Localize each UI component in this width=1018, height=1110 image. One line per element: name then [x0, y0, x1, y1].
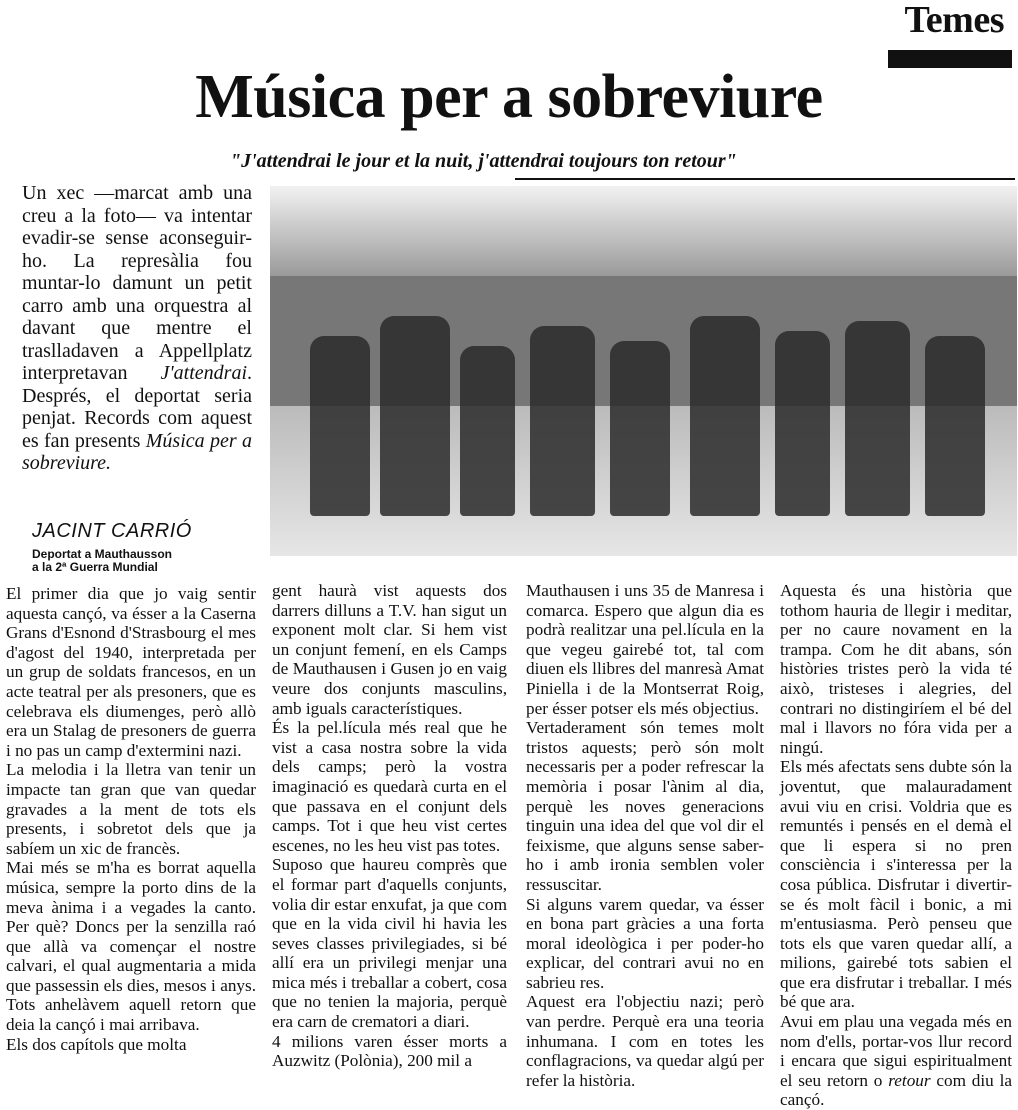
paragraph: gent haurà vist aquests dos darrers dilluns a T.V. han sigut un exponent molt clar. Si hem vist un conjunt femení, en els Camps de Mauthausen i Gusen jo en vaig veure dos conjunts masculins, amb iguals característiques.	[272, 581, 507, 718]
paragraph: Aquest era l'objectiu nazi; però van perdre. Perquè era una teoria inhumana. I com en totes les conflagracions, va quedar algú per refer la història.	[526, 992, 764, 1090]
paragraph: Avui em plau una vegada més en nom d'ells, portar-vos llur record i encara que sigui espiritualment el seu retorn o retour com diu la cançó.	[780, 1012, 1012, 1110]
paragraph: Mai més se m'ha es borrat aquella música, sempre la porto dins de la meva ànima i a vegades la canto. Per què? Doncs per la senzilla raó que allà va començar el nostre calvari, el qual augmentaria a mida que passessin els dies, mesos i anys. Tots anhelàvem aquell retorn que deia la cançó i mai arribava.	[6, 858, 256, 1035]
paragraph: Els dos capítols que molta	[6, 1034, 187, 1054]
article-column-4	[780, 581, 1012, 1110]
author-note: Deportat a Mauthausson a la 2ª Guerra Mundial	[32, 547, 173, 574]
paragraph: Mauthausen i uns 35 de Manresa i comarca. Espero que algun dia es podrà realitzar una pel.lícula en la que vegeu gairebé tot, tal com diuen els llibres del manresà Amat Piniella i de la Montserrat Roig, per ésser potser els més objectius.	[526, 581, 764, 718]
paragraph: 4 milions varen ésser morts a Auzwitz (Polònia), 200 mil a	[272, 1031, 507, 1071]
article-column-3	[526, 581, 764, 1090]
section-header	[888, 2, 1012, 46]
paragraph: És la pel.lícula més real que he vist a casa nostra sobre la vida dels camps; però la vostra imaginació es quedarà curta en el que passava en el conjunt dels camps. Tot i que heu vist certes escenes, no les heu vist pas totes.	[272, 718, 507, 855]
paragraph: Suposo que haureu comprès que el formar part d'aquells conjunts, volia dir estar enxufat, ja que com que en la vida civil hi havia les seves classes privilegiades, si bé allí era un privilegi menjar una mica més i treballar a cobert, cosa que no tenien la majoria, perquè era carn de crematori a diari.	[272, 855, 507, 1032]
paragraph: Vertaderament són temes molt tristos aquests; però són molt necessaris per a poder refrescar la memòria i posar l'ànim al dia, perquè les noves generacions tinguin una idea del que vol dir el feixisme, que alguns sense saber-ho i amb ironia semblen voler ressuscitar.	[526, 718, 764, 894]
paragraph: Els més afectats sens dubte són la joventut, que malauradament avui viu en crisi. Voldria que es remuntés i pensés en el demà el que li espera si no pren consciència i s'interessa per la cosa pública. Disfrutar i divertir-se és molt fàcil i bonic, a mi m'entusiasma. Però penseu que tots els que varen quedar allí, a milions, gairebé tots sabien el que era disfrutar i treballar. I més bé que ara.	[780, 757, 1012, 1012]
subtitle-quote: "J'attendrai le jour et la nuit, j'attendrai toujours ton retour"	[230, 150, 737, 172]
paragraph: La melodia i la lletra van tenir un impacte tan gran que van quedar gravades a la ment de tots els presents, i sobretot dels que ja sabíem un xic de francès.	[6, 760, 256, 858]
photo-caption	[22, 182, 252, 475]
article-column-1	[6, 584, 256, 1054]
archive-photo	[270, 186, 1017, 556]
headline: Música per a sobreviure	[195, 63, 823, 131]
paragraph: Aquesta és una història que tothom hauria de llegir i meditar, per no caure novament en la trampa. Com he dit abans, són històries tristes però la vida té això, tristeses i alegries, del contrari no distingiríem el bé del mal i llavors no fóra vida per a ningú.	[780, 581, 1012, 757]
caption-text: Un xec —marcat amb una creu a la foto— va intentar evadir-se sense aconseguir-ho. La represàlia fou muntar-lo damunt un petit carro amb una orquestra al davant que mentre el traslladaven a Appellplatz interpretavan J'attendrai. Després, el deportat seria penjat. Records com aquest es fan presents Música per a sobreviure.	[22, 182, 252, 474]
author-name: JACINT CARRIÓ	[32, 520, 192, 542]
paragraph: El primer dia que jo vaig sentir aquesta cançó, va ésser a la Caserna Grans d'Esnond d'Strasbourg el mes d'agost del 1940, interpretada per un grup de soldats francesos, en un acte teatral per als presoners, que es celebrava els diumenges, però allò era un Stalag de presoners de guerra i no pas un camp d'extermini nazi.	[6, 584, 256, 760]
section-label: Temes	[904, 0, 1004, 41]
article-column-2	[272, 581, 507, 1071]
paragraph: Si alguns varem quedar, va ésser en bona part gràcies a una forta moral ideològica i per poder-ho explicar, del contrari avui no en sabrieu res.	[526, 894, 764, 992]
divider-rule	[515, 178, 1015, 180]
